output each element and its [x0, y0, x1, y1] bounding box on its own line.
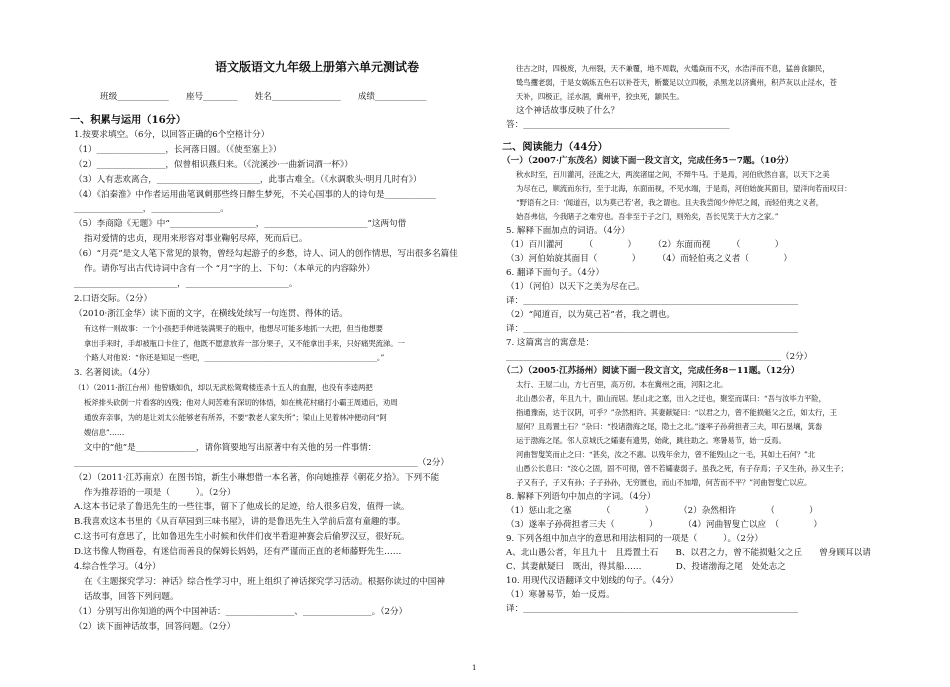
left_lines-line: 文中的“他”是______________，请你简要地写出原著中有关他的另一件事情： — [84, 442, 377, 453]
right_lines-line: 译：________________________________________________________________ — [506, 296, 799, 306]
left_lines-line: ________________________________________________________________________________（2分） — [74, 457, 449, 468]
left_lines-line: 板斧排头砍倒一片看客的凶残；他对人间苦难有深切的体悟，如在桃花村痛打小霸王周通后，劝周 — [84, 398, 398, 408]
left_lines-line: 作。请你写出古代诗词中含有一个 “月”字的上、下句：（本单元的内容除外） — [84, 264, 375, 274]
right_lines-line: 山愚公长息曰：“汝心之固，固不可彻，曾不若孀妻弱子。虽我之死，有子存焉；子又生孙，孙又生子； — [516, 464, 848, 473]
right_lines-line: 秋水时至，百川灌河，泾流之大，两涘渚崖之间，不辩牛马。于是焉，河伯欣然自喜，以天下之美 — [516, 170, 830, 179]
left_lines-line: 拿出手来时，手却被瓶口卡住了，他既不愿意放弃一部分果子，又不能拿出手来，只好痛哭流涕。一 — [84, 338, 405, 348]
right_lines-line: （一）（2007·广东茂名）阅读下面一段文言文，完成任务5－7题。（10分） — [502, 156, 794, 166]
left_lines-line: 嫂信息”…… — [84, 427, 125, 437]
left_lines-line: （5）李商隐《无题》中“____________________，________________________”这两句借 — [74, 219, 407, 230]
right_lines-line: （3）遂率子孙荷担者三夫（ ） （4）河曲智叟亡以应 （ ） — [506, 520, 823, 530]
left_lines-line: A.这本书记录了鲁迅先生的一些往事，留下了他成长的足迹，给人很多启发，值得一读。 — [74, 502, 410, 513]
left_lines-line: （2）________________，似曾相识燕归来。（《浣溪沙·一曲新词酒一杯》） — [74, 159, 353, 170]
right_lines-line: （1）惩山北之塞 （ ） （2）杂然相许 （ ） — [506, 506, 818, 516]
left_lines-line: 话故事，回答下列问题。 — [84, 591, 179, 602]
right_lines-line: 5. 解释下面加点的词语。（4分） — [506, 226, 630, 236]
left_lines-line: 作为推荐语的一项是（ ）。（2分） — [84, 487, 236, 498]
page-title: 语文版语文九年级上册第六单元测试卷 — [215, 60, 420, 74]
page-number: 1 — [472, 664, 477, 672]
left_lines-line: （1）（2011·浙江台州）他曾娥如仇，却以无武松鸳鸯楼连杀十五人的血腥，也没有李逵两把 — [74, 383, 373, 393]
left_lines-line: 指对爱情的忠贞，现用来形容对事业鞠躬尽瘁，死而后已。 — [84, 234, 308, 245]
left_lines-line: C.这书可有意思了，比如鲁迅先生小时候和伙伴们夜半看迎神赛会后偷罗汉豆，很好玩。 — [74, 532, 410, 543]
right_lines-line: 10. 用现代汉语翻译文中划线的句子。（4分） — [506, 576, 679, 586]
left_lines-line: （2）读下面神话故事，回答问题。（2分） — [74, 621, 236, 632]
right_lines-line: 答：________________________________________________ — [506, 120, 730, 130]
left_lines-line: （2010·浙江金华）读下面的文字，在横线处续写一句连贯、得体的话。 — [74, 308, 348, 319]
right_lines-line: 太行、王屋二山，方七百里，高万仞。本在冀州之南，河阳之北。 — [516, 380, 728, 389]
left_lines-line: 1.按要求填空。（6分，以回答正确的6个空格计分） — [74, 129, 270, 140]
right_lines-line: （二）（2005·江苏扬州）阅读下面一段文言文，完成任务8－11题。（12分） — [502, 366, 800, 376]
left_lines-line: ________________，________________。 — [74, 204, 229, 215]
right_lines-line: （1）（河伯）以天下之美为尽在己。 — [506, 282, 645, 292]
right_lines-line: 译：________________________________________________________________ — [506, 604, 799, 614]
right_lines-line: 6. 翻译下面句子。（4分） — [506, 268, 605, 278]
right_lines-line: 河曲智叟笑而止之曰：“甚矣，汝之不惠。以残年余力，曾不能毁山之一毛，其如土石何？”北 — [516, 450, 815, 459]
left_lines-line: 3. 名著阅读。（4分） — [74, 368, 155, 379]
right_lines-line: 运于渤海之尾。邻人京城氏之孀妻有遗男，始龀，跳往助之。寒暑易节，始一反焉。 — [516, 436, 786, 445]
right_lines-line: 始吾弗信，今我睹子之难穷也。吾非至于子之门，则殆矣，吾长见笑于大方之家。” — [516, 212, 779, 221]
right_lines-line: 8. 解释下列语句中加点的字词。（4分） — [506, 492, 656, 502]
right_lines-line: 天补，四极正，淫水涸，冀州平，狡虫死，颛民生。 — [516, 92, 684, 101]
right_lines-line: 二、阅读能力（44分） — [502, 141, 608, 153]
student-info-line: 班级____________ 座号________ 姓名________________ 成绩____________ — [100, 92, 427, 102]
right_lines-line: 指通豫南，达于汉阴，可乎？”杂然相许。其妻献疑曰：“以君之力，曾不能损魁父之丘，如太行，王 — [516, 408, 837, 417]
left_lines-line: 有这样一则故事：一个小孩把手伸进装满果子的瓶中，他想尽可能多地抓一大把，但当他想要 — [84, 323, 383, 333]
right_lines-line: C、其妻献疑曰 既出，得其船…… D、投诸渤海之尾 处处志之 — [506, 562, 786, 572]
right_lines-line: 往古之时，四极废，九州裂，天不兼覆，地不周载，火爁焱而不灭，水浩洋而不息，猛兽食颛民， — [516, 64, 830, 73]
right_lines-line: 北山愚公者，年且九十，面山而居。惩山北之塞，出入之迂也，聚室而谋曰：“吾与汝毕力平险， — [516, 394, 826, 403]
right_lines-line: A、北山愚公者，年且九十 且焉置土石 B、以君之力，曾不能损魁父之丘 曾身顾耳以请 — [506, 548, 871, 558]
right_lines-line: 9. 下列各组中加点字的意思和用法相同的一项是（ ）。（2分） — [506, 534, 764, 544]
right_lines-line: （3）河伯始旋其面目（ ） （4）而轻伯夷之义者（ ） — [506, 254, 792, 264]
right_lines-line: （1）寒暑易节，始一反焉。 — [506, 590, 615, 600]
left_lines-line: 2.口语交际。（2分） — [74, 293, 153, 304]
right_lines-line: （1）百川灌河 （ ） （2）东面而视 （ ） — [506, 240, 784, 250]
right_lines-line: 译：________________________________________________________________ — [506, 324, 799, 334]
left_lines-line: 4.综合性学习。（4分） — [74, 562, 161, 572]
right_lines-line: 子又有子，子又有孙；子子孙孙，无穷匮也，而山不加增，何苦而不平？”河曲智叟亡以应。 — [516, 478, 812, 487]
left_lines-line: 个路人对他说：“你还是知足一些吧，________________________________________________。” — [84, 353, 385, 363]
left_lines-line: （4）《泊秦淮》中作者运用曲笔讽刺那些终日醉生梦死，不关心国事的人的诗句是____________ — [74, 189, 437, 200]
left_lines-line: （6）“月亮”是文人笔下常见的景物，曾经勾起游子的乡愁，诗人、词人的创作情思，写出很多名篇佳 — [74, 249, 458, 260]
right_lines-line: “野语有之曰：‘闻道百，以为莫己若’者，我之谓也。且夫我尝闻少仲尼之闻，而轻伯夷之义者， — [516, 198, 824, 207]
right_lines-line: 这个神话故事反映了什么？ — [516, 106, 620, 116]
left_lines-line: 一、积累与运用（16分） — [70, 114, 187, 126]
left_lines-line: 在《主题探究学习：神话》综合性学习中，班上组织了神话探究学习活动。根据你读过的中国神 — [84, 576, 445, 587]
right_lines-line: 屋何？且焉置土石？”杂曰：“投诸渤海之尾，隐土之北。”遂率子孙荷担者三夫，叩石垦壤，箕畚 — [516, 422, 823, 431]
right_lines-line: 为尽在己，顺流而东行，至于北海，东面而视，不见水端，于是焉，河伯始旋其面目，望洋向若而叹曰： — [516, 184, 852, 193]
left_lines-line: D.这书像人物画卷，有迷信而善良的保姆长妈妈，还有严谨而正直的老师藤野先生…… — [74, 547, 402, 558]
left_lines-line: （2）（2011·江苏南京）在图书馆，新生小琳想借一本名著，你向她推荐《朝花夕拾》。下列不能 — [74, 472, 440, 483]
right_lines-line: 7. 这篇寓言的寓意是： — [506, 338, 595, 348]
left_lines-line: ________________________，________________________。 — [74, 278, 298, 289]
left_lines-line: 通放弃亲事，为的是让刘太公能够老有所养，不要“教老人家失所”；梁山上见着林冲便动问“阿 — [84, 413, 387, 422]
right_lines-line: ________________________________________________________________（2分） — [506, 352, 813, 362]
left_lines-line: （3）人有悲欢离合，________________________，此事古难全。（《水调歌头·明月几时有》） — [74, 174, 422, 185]
left_lines-line: B.我喜欢这本书里的《从百草园到三味书屋》，讲的是鲁迅先生入学前后富有童趣的事。 — [74, 517, 406, 528]
left_lines-line: （1）分别写出你知道的两个中国神话：________________、________________。（2分） — [74, 606, 408, 617]
left_lines-line: （1）________________，长河落日圆。（《使至塞上》） — [74, 144, 282, 155]
right_lines-line: 鸷鸟攫老弱，于是女娲炼五色石以补苍天，断鳌足以立四极，杀黑龙以济冀州，积芦灰以止淫水，苍 — [516, 78, 837, 87]
right_lines-line: （2）“闻道百，以为莫己若”者，我之谓也。 — [506, 310, 675, 320]
